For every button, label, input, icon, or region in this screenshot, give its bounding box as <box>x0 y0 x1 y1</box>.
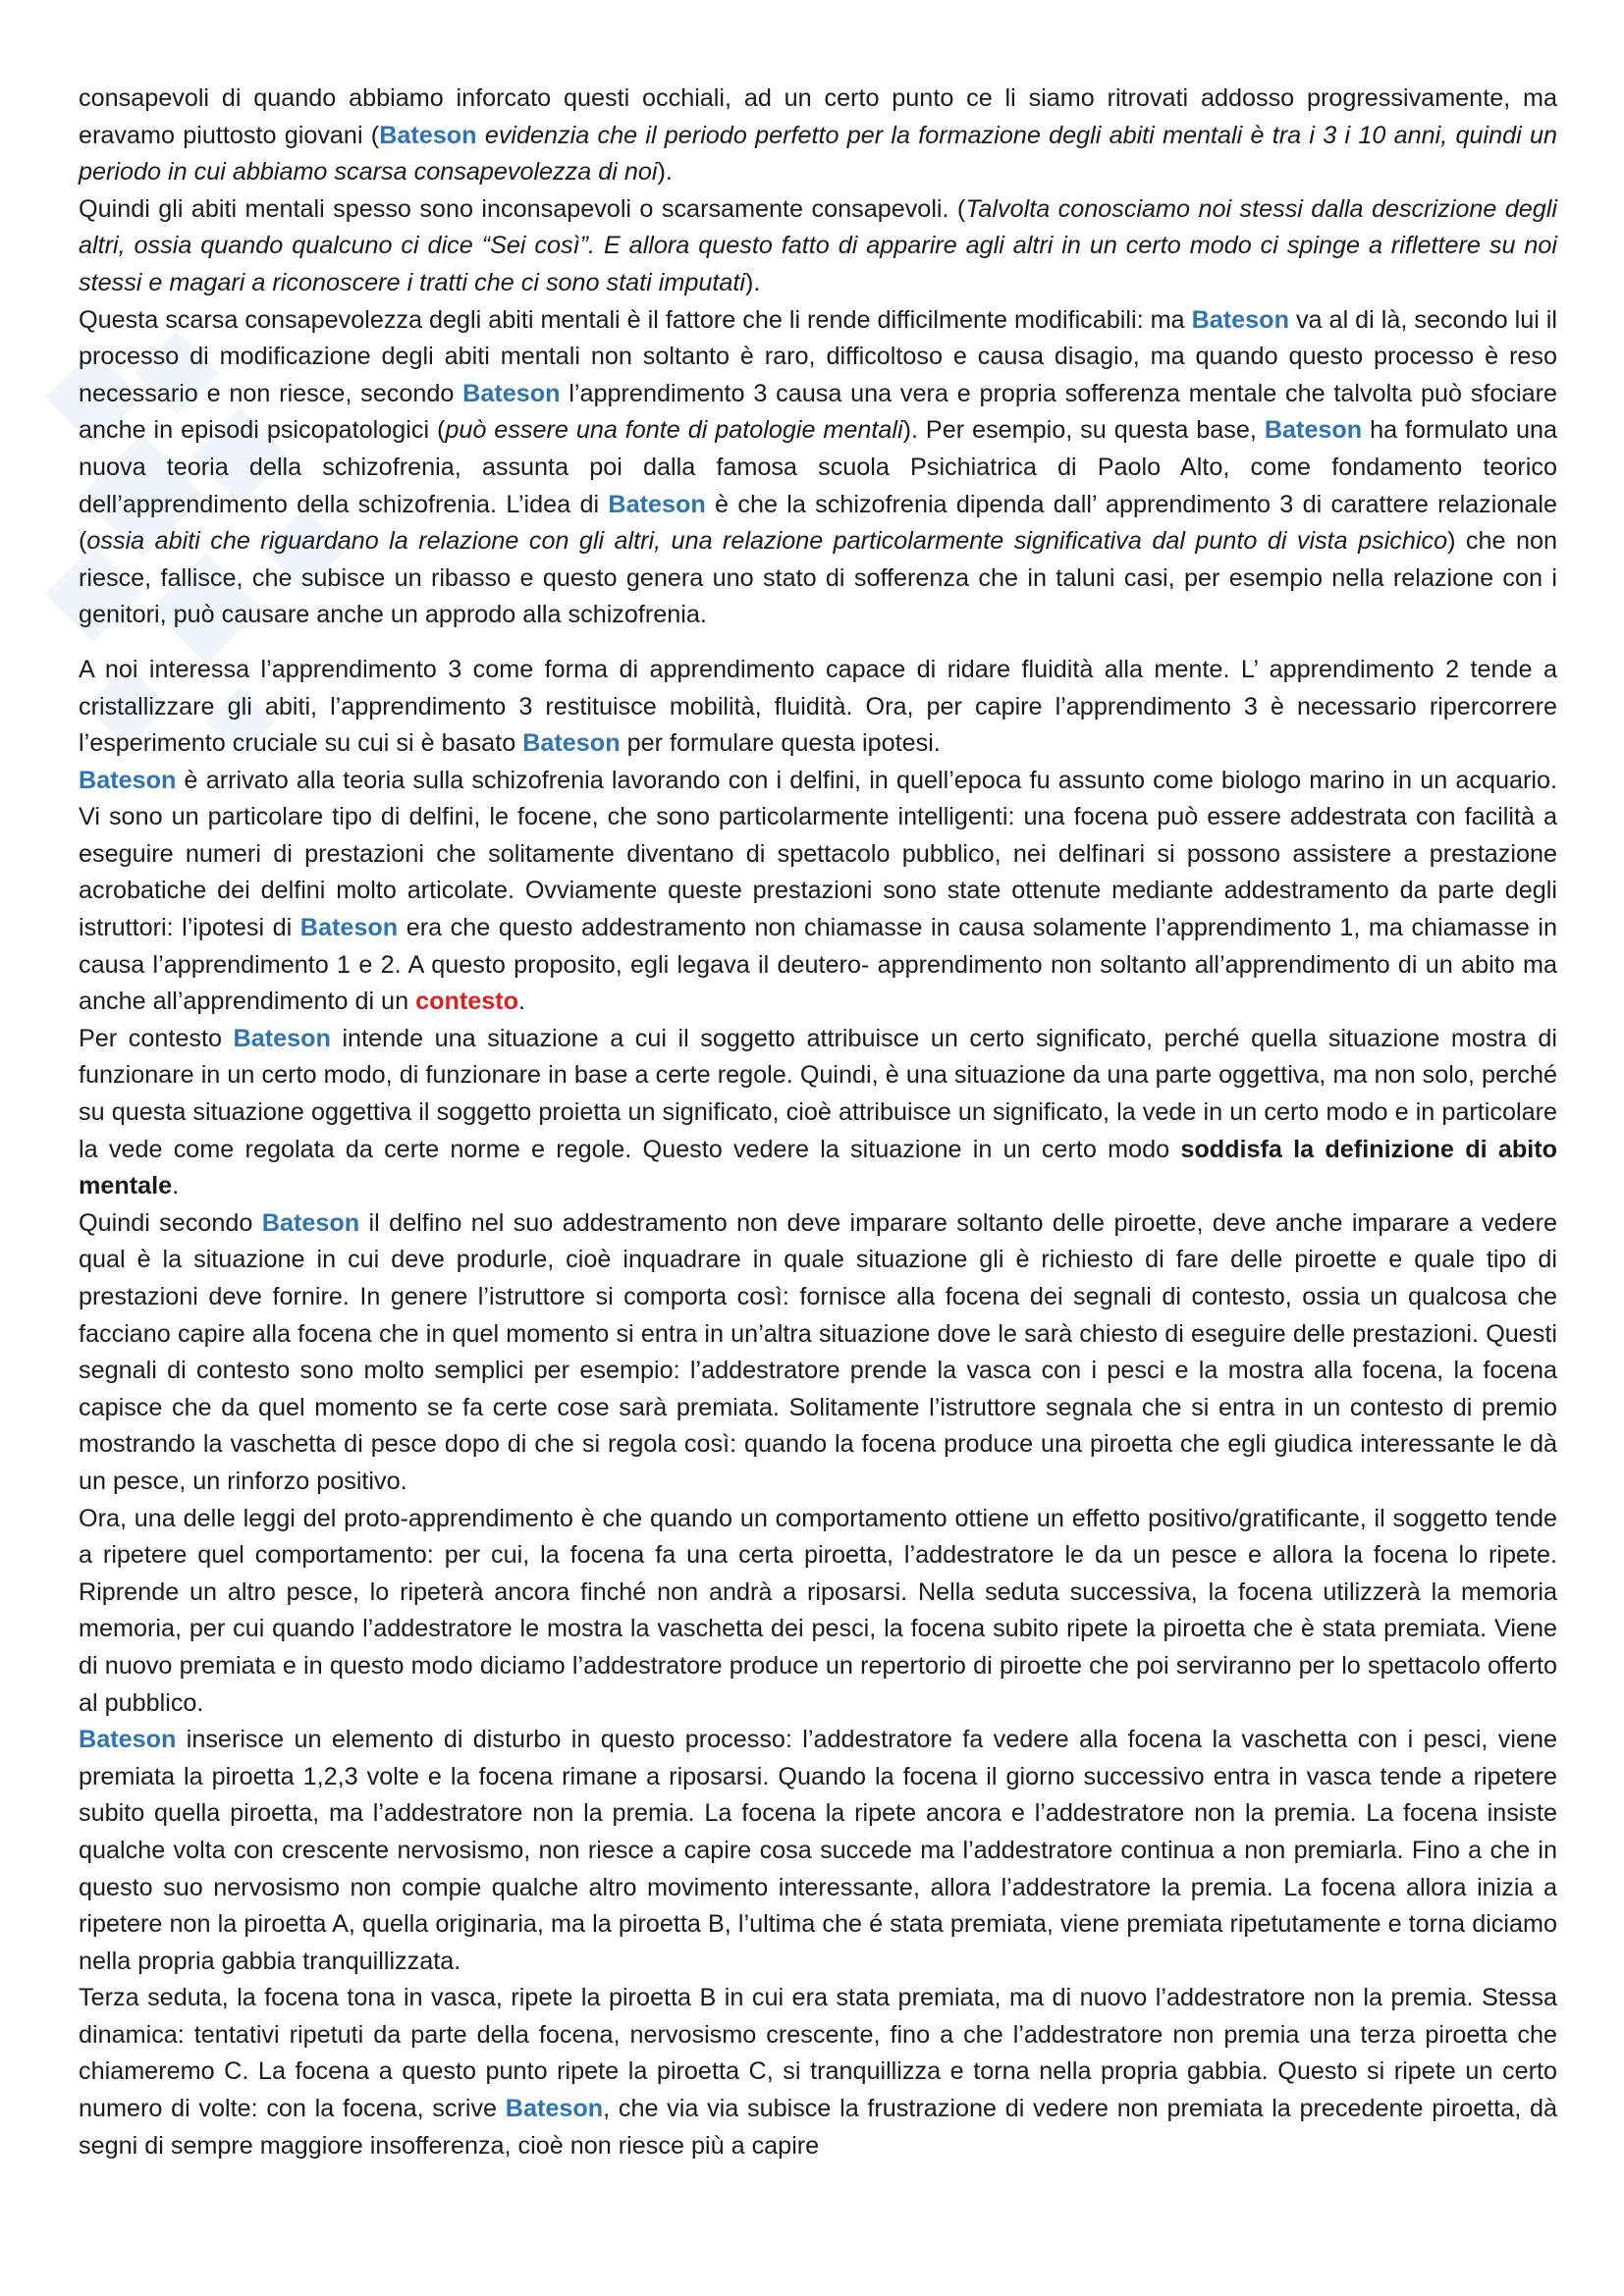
italic-segment: evidenzia che il periodo perfetto per la formazione degli abiti mentali è tra i 3 i 10 anni, quindi un periodo in cui abbiamo scarsa consapevolezza di noi <box>79 121 1557 187</box>
keyword-bateson: Bateson <box>379 121 477 149</box>
text-segment: , che via via subisce la frustrazione di vedere non premiata la precedente piroetta, dà segni di sempre maggiore insofferenza, cioè non riesce più a capire <box>79 2095 1557 2160</box>
text-segment: Quindi secondo <box>79 1208 262 1237</box>
text-segment: ) che non riesce, fallisce, che subisce un ribasso e questo genera uno stato di sofferenza che in taluni casi, per esempio nella relazione con i genitori, può causare anche un approdo alla schizofrenia. <box>79 527 1557 629</box>
paragraph-9 <box>79 1722 1557 1980</box>
text-segment: è arrivato alla teoria sulla schizofrenia lavorando con i delfini, in quell’epoca fu assunto come biologo marino in un acquario. Vi sono un particolare tipo di delfini, le focene, che sono particolarmente intelligenti: una focena può essere addestrata con facilità a eseguire numeri di prestazioni che solitamente diventano di spettacolo pubblico, nei delfinari si possono assistere a prestazione acrobatiche dei delfini molto articolate. Ovviamente queste prestazioni sono state ottenute mediante addestramento da parte degli istruttori: l’ipotesi di <box>79 766 1557 942</box>
keyword-bateson: Bateson <box>79 766 177 794</box>
keyword-bateson: Bateson <box>299 914 399 942</box>
paragraph-5 <box>79 763 1557 1021</box>
text-segment: è che la schizofrenia dipenda dall’ apprendimento 3 di carattere relazionale ( <box>79 490 1557 556</box>
text-segment: va al di là, secondo lui il processo di modificazione degli abiti mentali non soltanto è raro, difficoltoso e causa disagio, ma quando questo processo è reso necessario e non riesce, secondo <box>79 305 1557 407</box>
italic-segment: può essere una fonte di patologie mentali <box>445 416 903 445</box>
keyword-bateson: Bateson <box>261 1208 360 1237</box>
keyword-bateson: Bateson <box>505 2095 604 2123</box>
text-segment: inserisce un elemento di disturbo in questo processo: l’addestratore fa vedere alla focena la vaschetta con i pesci, viene premiata la piroetta 1,2,3 volte e la focena rimane a riposarsi. Quando la focena il giorno successivo entra in vasca tende a ripetere subito quella piroetta, ma l’addestratore non la premia. La focena la ripete ancora e l’addestratore non la premia. La focena insiste qualche volta con crescente nervosismo, non riesce a capire cosa succede ma l’addestratore continua a non premiarla. Fino a che in questo suo nervosismo non compie qualche altro movimento interessante, allora l’addestratore la premia. La focena allora inizia a ripetere non la piroetta A, quella originaria, ma la piroetta B, l’ultima che é stata premiata, viene premiata ripetutamente e torna diciamo nella propria gabbia tranquillizzata. <box>79 1726 1557 1975</box>
keyword-bateson: Bateson <box>608 490 706 518</box>
keyword-bateson: Bateson <box>1264 416 1363 445</box>
text-segment: ). <box>657 158 673 187</box>
text-segment: ). Per esempio, su questa base, <box>902 416 1265 445</box>
bold-segment: soddisfa la definizione di abito mentale <box>79 1135 1557 1201</box>
text-segment: ha formulato una nuova teoria della schizofrenia, assunta poi dalla famosa scuola Psichiatrica di Paolo Alto, come fondamento teorico dell’apprendimento della schizofrenia. L’idea di <box>79 416 1557 518</box>
paragraph-3 <box>79 302 1557 634</box>
text-segment: A noi interessa l’apprendimento 3 come forma di apprendimento capace di ridare fluidità alla mente. L’ apprendimento 2 tende a cristallizzare gli abiti, l’apprendimento 3 restituisce mobilità, fluidità. Ora, per capire l’apprendimento 3 è necessario ripercorrere l’esperimento cruciale su cui si è basato <box>79 655 1557 758</box>
keyword-bateson: Bateson <box>1191 305 1289 334</box>
paragraph-1 <box>79 80 1557 191</box>
text-segment: Questa scarsa consapevolezza degli abiti mentali è il fattore che li rende difficilmente modificabili: ma <box>79 305 1192 334</box>
text-segment: consapevoli di quando abbiamo inforcato questi occhiali, ad un certo punto ce li siamo ritrovati addosso progressivamente, ma eravamo piuttosto giovani ( <box>79 84 1557 149</box>
paragraph-7 <box>79 1205 1557 1501</box>
document-body <box>79 80 1557 2164</box>
text-segment: era che questo addestramento non chiamasse in causa solamente l’apprendimento 1, ma chiamasse in causa l’apprendimento 1 e 2. A questo proposito, egli legava il deutero- apprendimento non soltanto all’apprendimento di un abito ma anche all’apprendimento di un <box>79 914 1557 1016</box>
text-segment: Quindi gli abiti mentali spesso sono inconsapevoli o scarsamente consapevoli. ( <box>79 194 966 223</box>
highlight-contesto: contesto <box>415 988 519 1016</box>
text-segment: Per contesto <box>79 1024 234 1052</box>
paragraph-4 <box>79 652 1557 763</box>
paragraph-6 <box>79 1021 1557 1205</box>
text-segment: l’apprendimento 3 causa una vera e propria sofferenza mentale che talvolta può sfociare anche in episodi psicopatologici ( <box>79 379 1557 445</box>
keyword-bateson: Bateson <box>462 379 561 407</box>
text-segment: per formulare questa ipotesi. <box>620 729 941 758</box>
keyword-bateson: Bateson <box>522 729 621 758</box>
keyword-bateson: Bateson <box>233 1024 331 1052</box>
text-segment: il delfino nel suo addestramento non deve imparare soltanto delle piroette, deve anche imparare a vedere qual è la situazione in cui deve produrle, cioè inquadrare in quale situazione gli è richiesto di fare delle piroette e quale tipo di prestazioni deve fornire. In genere l’istruttore si comporta così: fornisce alla focena dei segnali di contesto, ossia un qualcosa che facciano capire alla focena che in quel momento si entra in un’altra situazione dove le sarà chiesto di eseguire delle prestazioni. Questi segnali di contesto sono molto semplici per esempio: l’addestratore prende la vasca con i pesci e la mostra alla focena, la focena capisce che da quel momento se fa certe cose sarà premiata. Solitamente l’istruttore segnala che si entra in un contesto di premio mostrando la vaschetta di pesce dopo di che si regola così: quando la focena produce una piroetta che egli giudica interessante le dà un pesce, un rinforzo positivo. <box>79 1208 1557 1495</box>
paragraph-10 <box>79 1980 1557 2164</box>
paragraph-8: Ora, una delle leggi del proto-apprendimento è che quando un comportamento ottiene un effetto positivo/gratificante, il soggetto tende a ripetere quel comportamento: per cui, la focena fa una certa piroetta, l’addestratore le da un pesce e allora la focena lo ripete. Riprende un altro pesce, lo ripeterà ancora finché non andrà a riposarsi. Nella seduta successiva, la focena utilizzerà la memoria memoria, per cui quando l’addestratore le mostra la vaschetta dei pesci, la focena subito ripete la piroetta che è stata premiata. Viene di nuovo premiata e in questo modo diciamo l’addestratore produce un repertorio di piroette che poi serviranno per lo spettacolo offerto al pubblico. <box>79 1504 1557 1717</box>
text-segment: intende una situazione a cui il soggetto attribuisce un certo significato, perché quella situazione mostra di funzionare in un certo modo, di funzionare in base a certe regole. Quindi, è una situazione da una parte oggettiva, ma non solo, perché su questa situazione oggettiva il soggetto proietta un significato, cioè attribuisce un significato, la vede in un certo modo e in particolare la vede come regolata da certe norme e regole. Questo vedere la situazione in un certo modo <box>79 1024 1557 1163</box>
paragraph-2 <box>79 191 1557 302</box>
keyword-bateson: Bateson <box>79 1726 177 1754</box>
text-segment: . <box>518 988 526 1016</box>
text-segment: ). <box>744 268 761 296</box>
italic-segment: ossia abiti che riguardano la relazione con gli altri, una relazione particolarmente significativa dal punto di vista psichico <box>86 527 1448 556</box>
text-segment: . <box>172 1172 180 1201</box>
italic-segment: Talvolta conosciamo noi stessi dalla descrizione degli altri, ossia quando qualcuno ci dice “Sei così”. E allora questo fatto di apparire agli altri in un certo modo ci spinge a riflettere su noi stessi e magari a riconoscere i tratti che ci sono stati imputati <box>79 194 1557 296</box>
text-segment: Terza seduta, la focena tona in vasca, ripete la piroetta B in cui era stata premiata, ma di nuovo l’addestratore non la premia. Stessa dinamica: tentativi ripetuti da parte della focena, nervosismo crescente, fino a che l’addestratore non premia una terza piroetta che chiameremo C. La focena a questo punto ripete la piroetta C, si tranquillizza e torna nella propria gabbia. Questo si ripete un certo numero di volte: con la focena, scrive <box>79 1984 1557 2123</box>
